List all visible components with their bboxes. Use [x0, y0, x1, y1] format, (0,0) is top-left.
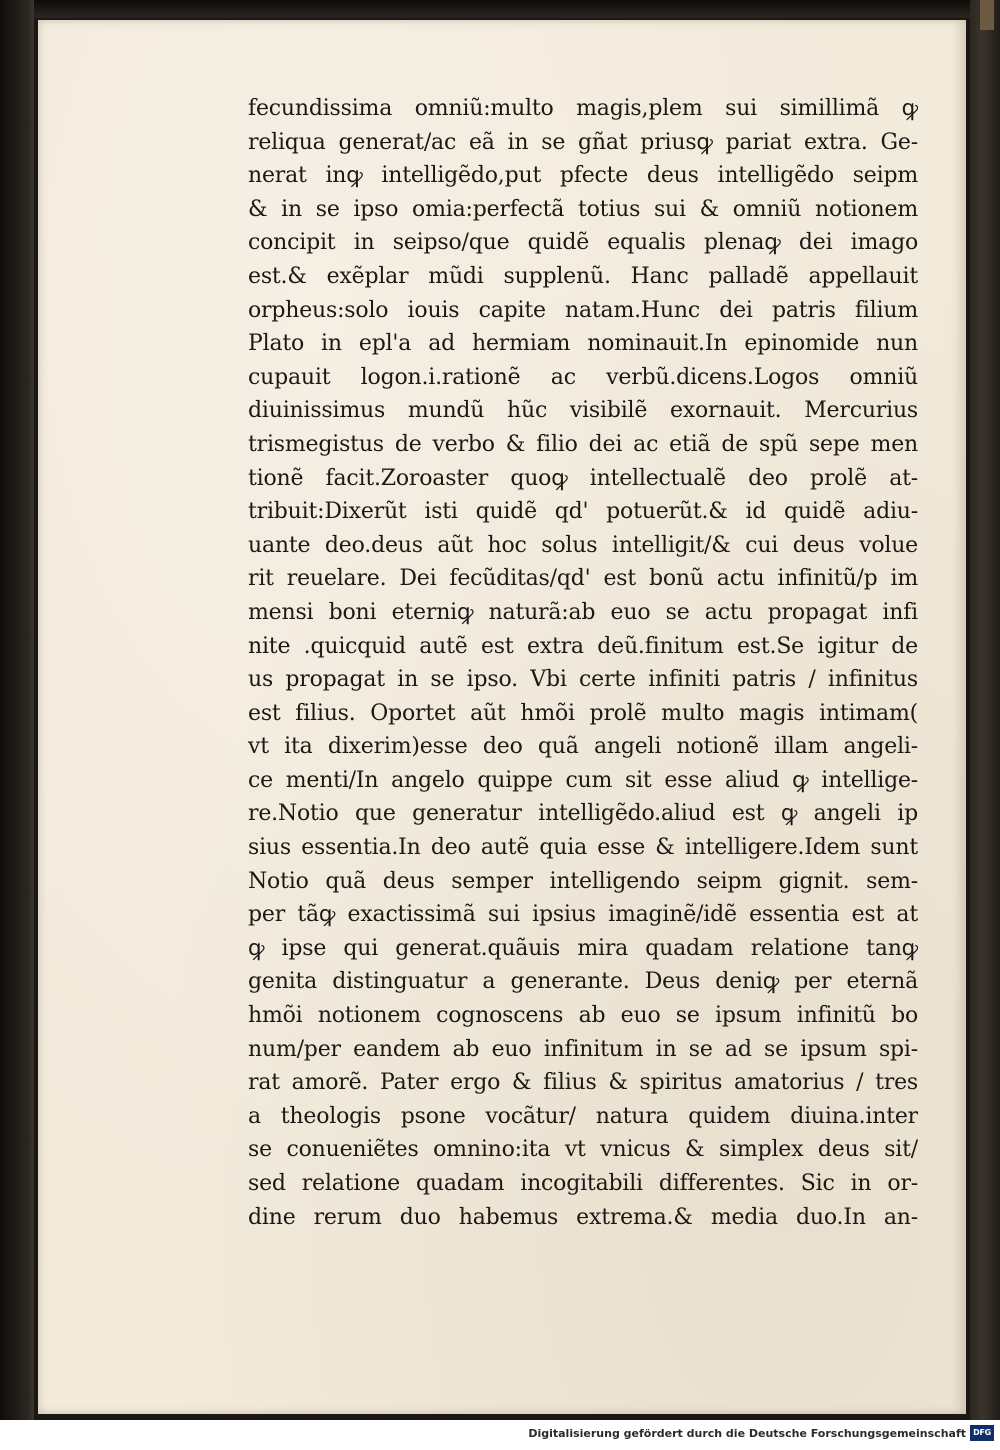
text-line: est filius. Oportet aũt hmõi prolẽ multo magis intimam( [248, 700, 918, 726]
dfg-logo-icon: DFG [970, 1425, 994, 1441]
text-line: hmõi notionem cognoscens ab euo se ipsum infinitũ bo [248, 1003, 918, 1029]
text-line: vt ita dixerim)esse deo quã angeli notionẽ illam angeli- [248, 734, 918, 760]
text-line: ce menti/In angelo quippe cum sit esse aliud ꝙ intellige- [248, 767, 918, 793]
text-line: trismegistus de verbo & filio dei ac etiã de spũ sepe men [248, 431, 918, 457]
book-edge-right [970, 0, 1000, 1420]
text-line: ꝙ ipse qui generat.quãuis mira quadam relatione tanꝙ [248, 935, 918, 961]
text-line: & in se ipso omia:perfectã totius sui & omniũ notionem [248, 196, 918, 222]
text-line: reliqua generat/ac eã in se gñat priusꝙ pariat extra. Ge- [248, 129, 918, 155]
text-line: tribuit:Dixerũt isti quidẽ qd' potuerũt.& id quidẽ adiu- [248, 499, 918, 525]
text-line: tionẽ facit.Zoroaster quoꝙ intellectualẽ deo prolẽ at- [248, 465, 918, 491]
text-line: cupauit logon.i.rationẽ ac verbũ.dicens.Logos omniũ [248, 364, 918, 390]
book-edge-top [24, 0, 1000, 18]
text-line: rit reuelare. Dei fecũditas/qd' est bonũ actu infinitũ/p im [248, 566, 918, 592]
text-line: dine rerum duo habemus extrema.& media duo.In an- [248, 1204, 918, 1230]
text-line: per tãꝙ exactissimã sui ipsius imaginẽ/idẽ essentia est at [248, 902, 918, 928]
text-line: mensi boni eterniꝙ naturã:ab euo se actu propagat infi [248, 599, 918, 625]
text-line: nite .quicquid autẽ est extra deũ.finitum est.Se igitur de [248, 633, 918, 659]
text-line: genita distinguatur a generante. Deus deniꝙ per eternã [248, 969, 918, 995]
text-line: us propagat in se ipso. Vbi certe infiniti patris / infinitus [248, 667, 918, 693]
text-line: uante deo.deus aũt hoc solus intelligit/& cui deus volue [248, 532, 918, 558]
book-page [38, 20, 966, 1414]
digitization-footer [0, 1420, 1000, 1450]
text-line: diuinissimus mundũ hũc visibilẽ exornauit. Mercurius [248, 398, 918, 424]
text-line: se conueniẽtes omnino:ita vt vnicus & simplex deus sit/ [248, 1137, 918, 1163]
text-line: concipit in seipso/que quidẽ equalis plenaꝙ dei imago [248, 230, 918, 256]
funding-credit: Digitalisierung gefördert durch die Deutsche Forschungsgemeinschaft [528, 1427, 966, 1440]
text-line: num/per eandem ab euo infinitum in se ad se ipsum spi- [248, 1036, 918, 1062]
book-edge-left [0, 0, 34, 1420]
text-line: est.& exẽplar mũdi supplenũ. Hanc palladẽ appellauit [248, 263, 918, 289]
text-line: re.Notio que generatur intelligẽdo.aliud est ꝙ angeli ip [248, 801, 918, 827]
text-line: nerat inꝙ intelligẽdo,put pfecte deus intelligẽdo seipm [248, 163, 918, 189]
text-line: Notio quã deus semper intelligendo seipm gignit. sem- [248, 868, 918, 894]
text-line: a theologis psone vocãtur/ natura quidem diuina.inter [248, 1103, 918, 1129]
adjacent-page-corner [980, 0, 994, 30]
text-line: rat amorẽ. Pater ergo & filius & spiritus amatorius / tres [248, 1070, 918, 1096]
text-line: Plato in epl'a ad hermiam nominauit.In epinomide nun [248, 331, 918, 357]
text-line: sed relatione quadam incogitabili differentes. Sic in or- [248, 1171, 918, 1196]
text-block [248, 92, 918, 1234]
text-line: orpheus:solo iouis capite natam.Hunc dei patris filium [248, 297, 918, 323]
text-line: fecundissima omniũ:multo magis,plem sui simillimã ꝙ [248, 96, 918, 121]
text-line: sius essentia.In deo autẽ quia esse & intelligere.Idem sunt [248, 835, 918, 861]
